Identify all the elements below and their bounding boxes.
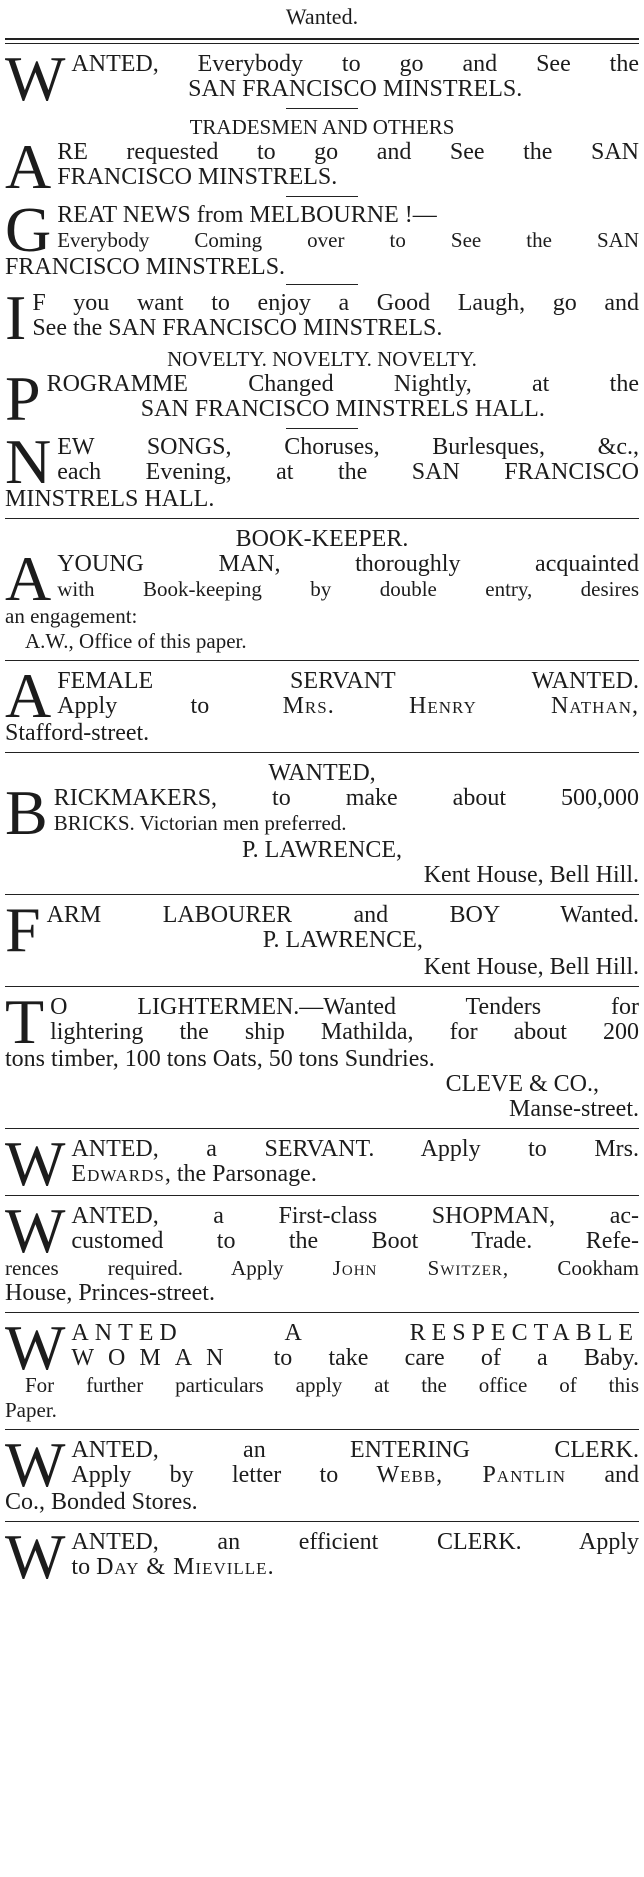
ad-line: ANTED, an ENTERING CLERK.	[71, 1437, 639, 1463]
ad-line: CLEVE & CO.,	[445, 1071, 599, 1097]
ad-heading: TRADESMEN AND OTHERS	[189, 115, 455, 139]
ad-line: FRANCISCO MINSTRELS.	[57, 164, 338, 190]
drop-cap: B	[5, 777, 48, 848]
ad-female-servant	[5, 660, 640, 746]
ad-line: House, Princes-street.	[5, 1280, 215, 1306]
ad-line: YOUNG MAN, thoroughly acquainted	[57, 551, 639, 577]
drop-cap: I	[5, 282, 27, 353]
divider	[286, 108, 358, 109]
ad-book-keeper	[5, 527, 639, 654]
drop-cap: W	[5, 1429, 66, 1500]
ad-heading: BOOK-KEEPER.	[235, 526, 409, 552]
ad-line: Apply by letter to Webb, Pantlin and	[71, 1462, 640, 1488]
drop-cap: W	[5, 1521, 66, 1592]
drop-cap: A	[5, 660, 52, 731]
divider	[5, 1521, 639, 1522]
ad-great-news	[5, 194, 639, 280]
ad-line: tons timber, 100 tons Oats, 50 tons Sundries.	[5, 1046, 435, 1072]
ad-line: to Day & Mieville.	[71, 1554, 274, 1580]
drop-cap: W	[5, 1312, 66, 1383]
ad-minstrels-2	[5, 115, 639, 202]
ad-line: rences required. Apply John Switzer, Cookham	[5, 1256, 639, 1280]
ad-line: ARM LABOURER and BOY Wanted.	[46, 902, 639, 928]
ad-line: ANTED, a SERVANT. Apply to Mrs.	[71, 1136, 639, 1162]
newspaper-column	[5, 0, 640, 1592]
ad-shopman	[5, 1195, 639, 1306]
ad-line: Manse-street.	[509, 1096, 639, 1122]
ad-entering-clerk	[5, 1429, 640, 1515]
ad-line: FRANCISCO MINSTRELS.	[5, 254, 286, 280]
ad-brickmakers	[5, 761, 639, 888]
ad-line: Stafford-street.	[5, 720, 150, 746]
ad-line: RE requested to go and See the SAN	[57, 139, 639, 165]
ad-line: SAN FRANCISCO MINSTRELS.	[188, 76, 523, 102]
ad-line: WOMAN to take care of a Baby.	[71, 1345, 639, 1371]
divider	[5, 986, 639, 987]
ad-line: Co., Bonded Stores.	[5, 1489, 198, 1515]
ad-servant-parsonage	[5, 1128, 639, 1199]
divider	[5, 1128, 639, 1129]
ad-heading: NOVELTY. NOVELTY. NOVELTY.	[167, 347, 477, 371]
ad-efficient-clerk	[5, 1521, 639, 1592]
drop-cap: W	[5, 1195, 66, 1266]
ad-line: Kent House, Bell Hill.	[423, 954, 639, 980]
ad-minstrels-1	[5, 43, 639, 114]
drop-cap: A	[5, 131, 52, 202]
ad-line: F you want to enjoy a Good Laugh, go and	[32, 290, 639, 316]
ad-line: ANTED A RESPECTABLE	[71, 1320, 639, 1346]
section-title: Wanted.	[285, 4, 359, 29]
ad-programme	[5, 347, 639, 434]
divider	[286, 196, 358, 197]
ad-line: P. LAWRENCE,	[262, 927, 423, 953]
ad-line: O LIGHTERMEN.—Wanted Tenders for	[50, 994, 639, 1020]
divider	[5, 1429, 639, 1430]
ad-line: Kent House, Bell Hill.	[423, 862, 639, 888]
ad-line: MINSTRELS HALL.	[5, 486, 215, 512]
ad-line: ANTED, a First-class SHOPMAN, ac-	[71, 1203, 639, 1229]
ad-heading: WANTED,	[268, 760, 376, 786]
divider	[286, 428, 358, 429]
ad-line: lightering the ship Mathilda, for about 200	[50, 1019, 639, 1045]
divider	[5, 1195, 639, 1196]
ad-line: EW SONGS, Choruses, Burlesques, &c.,	[57, 434, 639, 460]
ad-line: customed to the Boot Trade. Refe-	[71, 1228, 639, 1254]
ad-line: P. LAWRENCE,	[241, 837, 403, 863]
ad-line: ROGRAMME Changed Nightly, at the	[46, 371, 639, 397]
drop-cap: F	[5, 894, 41, 965]
drop-cap: W	[5, 43, 66, 114]
divider	[5, 660, 639, 661]
ad-line: an engagement:	[5, 604, 138, 628]
drop-cap: A	[5, 543, 52, 614]
ad-line: ANTED, Everybody to go and See the	[71, 51, 639, 77]
drop-cap: T	[5, 986, 45, 1057]
ad-respectable-woman	[5, 1312, 639, 1423]
ad-lightermen	[5, 986, 639, 1122]
divider	[5, 894, 639, 895]
divider	[5, 1312, 639, 1313]
ad-line: ANTED, an efficient CLERK. Apply	[71, 1529, 639, 1555]
ad-line: For further particulars apply at the office of this	[25, 1373, 639, 1397]
ad-line: Apply to Mrs. Henry Nathan,	[57, 693, 640, 719]
divider	[5, 518, 639, 519]
header-rule	[5, 38, 639, 44]
drop-cap: P	[5, 363, 41, 434]
drop-cap: N	[5, 426, 52, 497]
ad-line: Paper.	[5, 1398, 57, 1422]
ad-good-laugh	[5, 282, 639, 353]
ad-line: BRICKS. Victorian men preferred.	[53, 811, 347, 835]
divider	[5, 752, 639, 753]
ad-line: A.W., Office of this paper.	[25, 629, 247, 653]
ad-line: REAT NEWS from MELBOURNE !—	[57, 202, 437, 228]
ad-line: FEMALE SERVANT WANTED.	[57, 668, 639, 694]
ad-line: See the SAN FRANCISCO MINSTRELS.	[32, 315, 443, 341]
ad-line: with Book-keeping by double entry, desires	[57, 577, 639, 601]
ad-line: each Evening, at the SAN FRANCISCO	[57, 459, 639, 485]
drop-cap: W	[5, 1128, 66, 1199]
drop-cap: G	[5, 194, 52, 265]
ad-new-songs	[5, 426, 639, 512]
ad-line: RICKMAKERS, to make about 500,000	[53, 785, 639, 811]
divider	[286, 284, 358, 285]
ad-farm-labourer	[5, 894, 639, 980]
ad-line: Edwards, the Parsonage.	[71, 1161, 317, 1187]
ad-line: Everybody Coming over to See the SAN	[57, 228, 639, 252]
ad-line: SAN FRANCISCO MINSTRELS HALL.	[140, 396, 545, 422]
